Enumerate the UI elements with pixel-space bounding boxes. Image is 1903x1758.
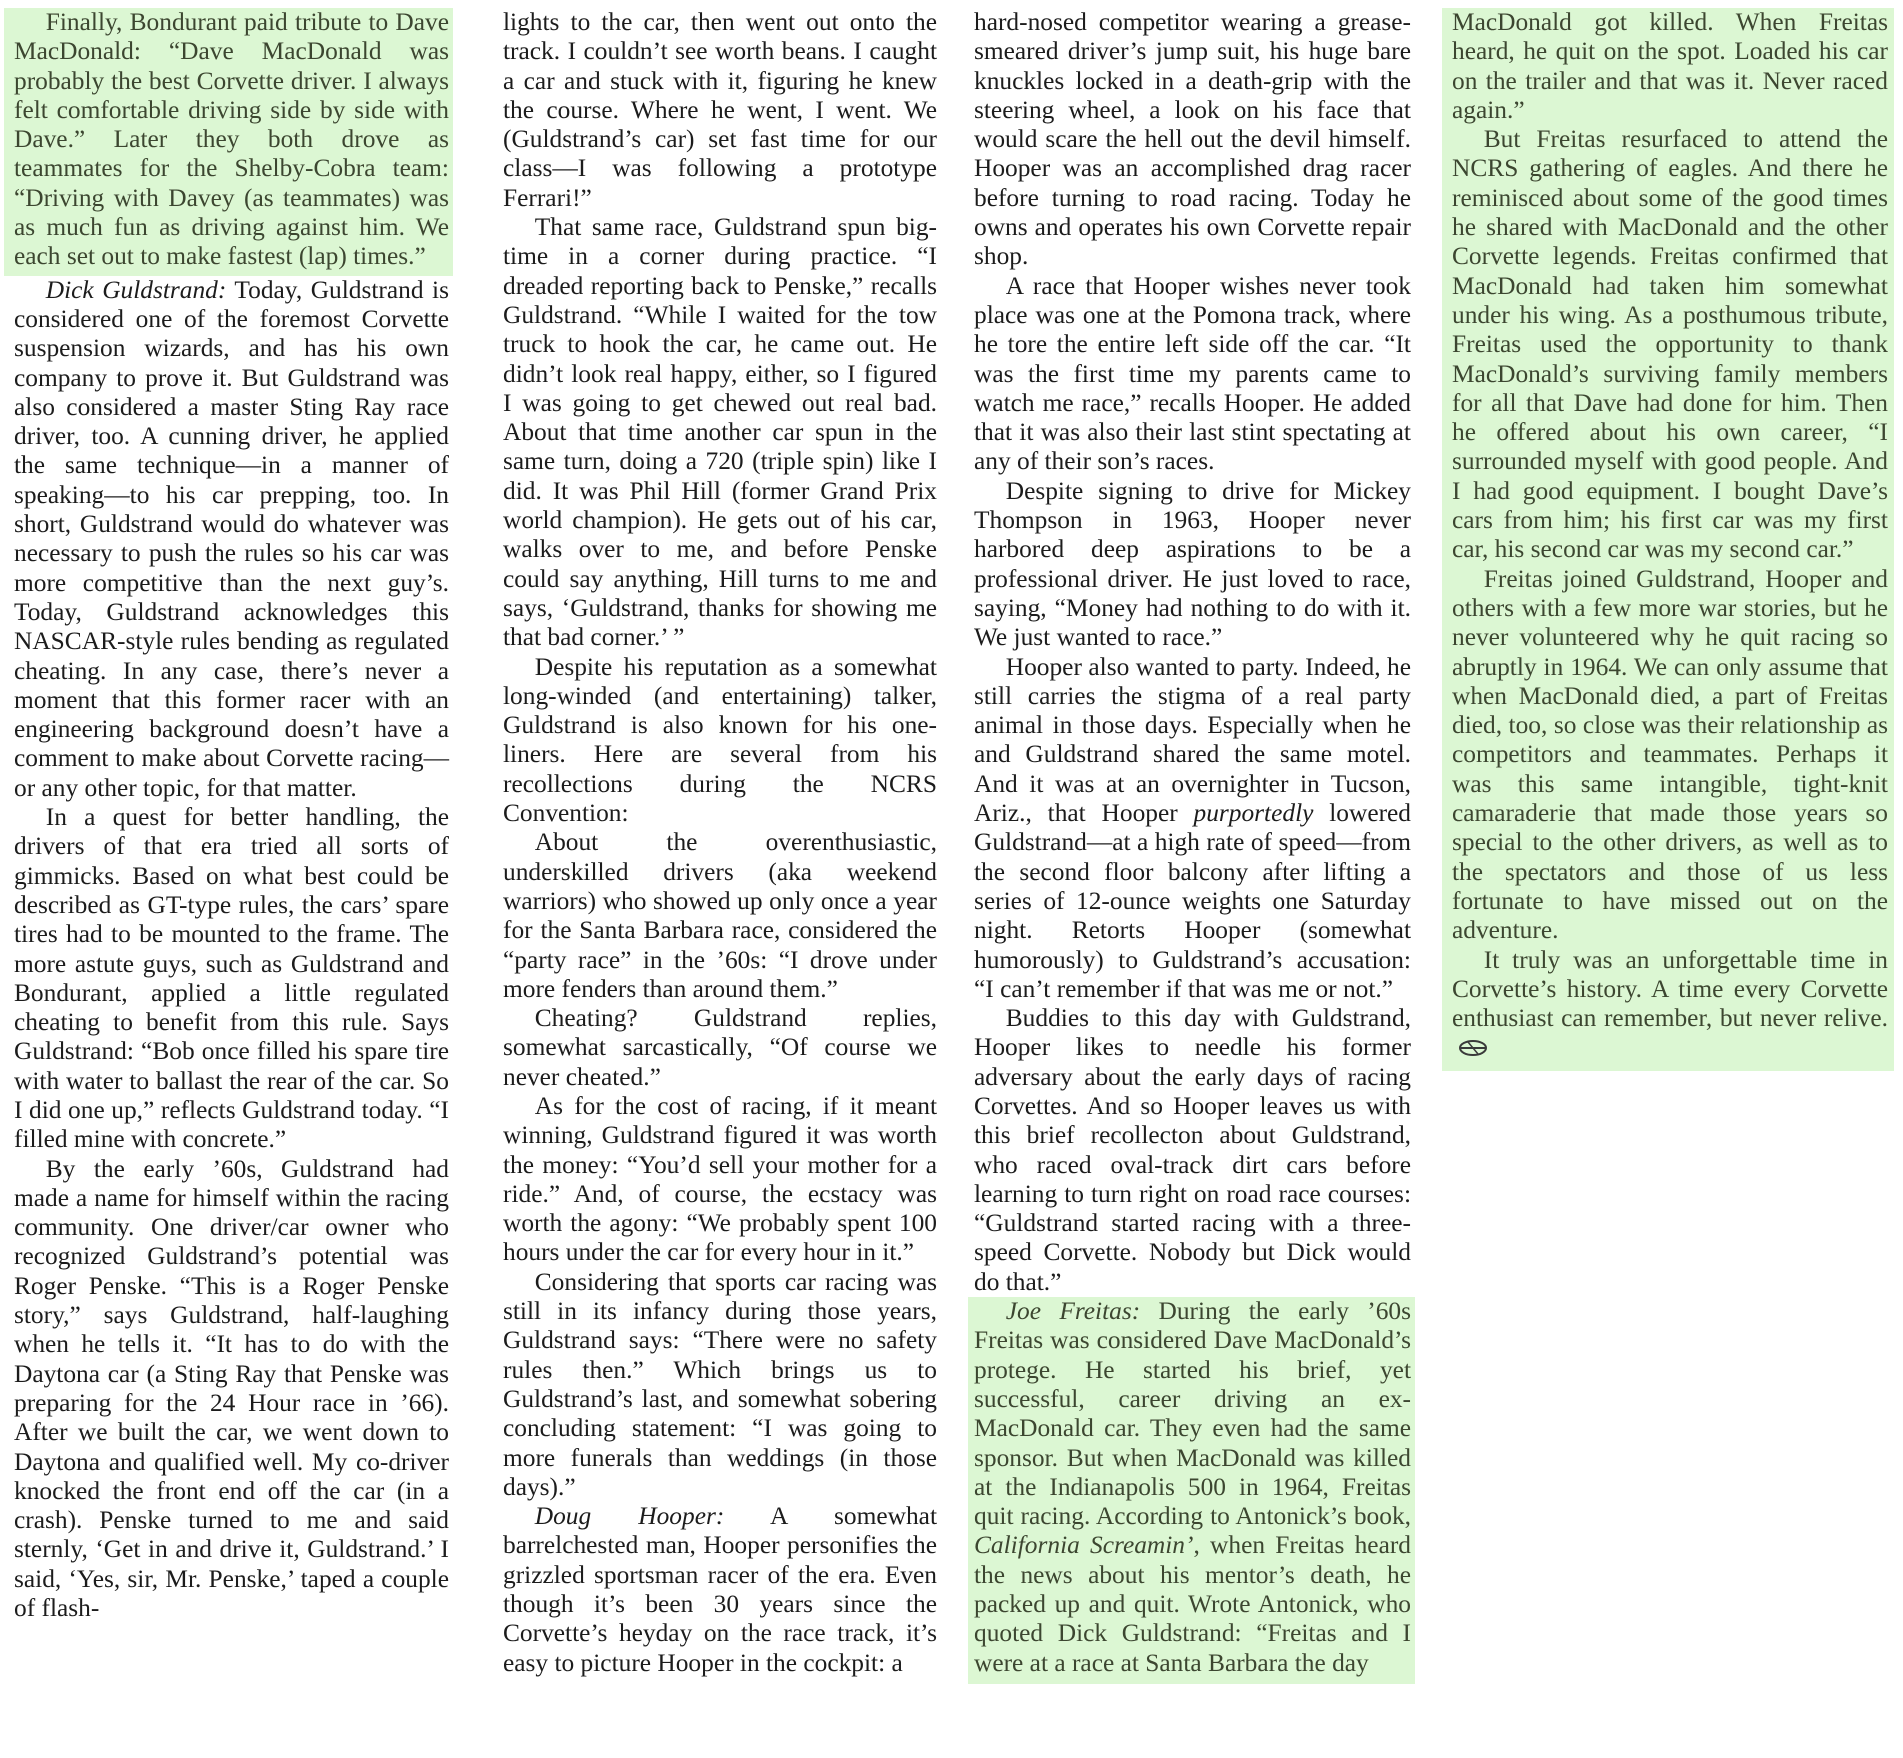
paragraph-text: Cheating? Guldstrand replies, somewhat sarcastically, “Of course we never cheated.”: [503, 1004, 937, 1091]
article-paragraph: [1452, 125, 1888, 564]
paragraph-text: By the early ’60s, Guldstrand had made a name for himself within the racing community. One driver/car owner who recognized Guldstrand’s potential was Roger Penske. “This is a Roger Penske story,” says Guldstrand, half-laughing when he tells it. “It has to do with the Daytona car (a Sting Ray that Penske was preparing for the 24 Hour race in ’66). After we built the car, we went down to Daytona and qualified well. My co-driver knocked the front end off the car (in a crash). Penske turned to me and said sternly, ‘Get in and drive it, Guldstrand.’ I said, ‘Yes, sir, Mr. Penske,’ taped a couple of flash-: [14, 1154, 449, 1623]
paragraph-text: About the overenthusiastic, underskilled drivers (aka weekend warriors) who showed up only once a year for the Santa Barbara race, considered the “party race” in the ’60s: “I drove under more fenders than around them.”: [503, 828, 937, 1003]
article-paragraph: [503, 8, 937, 213]
article-paragraph: [1452, 565, 1888, 946]
article-paragraph: [974, 653, 1411, 1005]
article-paragraph: [503, 1268, 937, 1502]
article-paragraph: [1452, 8, 1888, 125]
article-column-1: [14, 8, 449, 1623]
article-paragraph: [503, 828, 937, 1004]
article-paragraph: [503, 653, 937, 829]
article-paragraph: [974, 1297, 1411, 1678]
paragraph-text: Despite his reputation as a somewhat long-winded (and entertaining) talker, Guldstrand is also known for his one-liners. Here are several from his recollections during the NCRS Convention:: [503, 652, 937, 828]
highlighted-passage: [1442, 8, 1894, 1071]
paragraph-text: Considering that sports car racing was still in its infancy during those years, Guldstrand says: “There were no safety rules then.” Which brings us to Guldstrand’s last, and somewhat sobering concluding statement: “I was going to more funerals than weddings (in those days).”: [503, 1267, 937, 1501]
paragraph-text: A somewhat barrelchested man, Hooper personifies the grizzled sportsman racer of the era. Even though it’s been 30 years since the Corvette’s heyday on the race track, it’s easy to picture Hooper in the cockpit: a: [503, 1502, 937, 1677]
article-paragraph: [503, 1502, 937, 1678]
article-column-3: [974, 8, 1411, 1684]
highlighted-passage: [968, 1297, 1415, 1684]
article-paragraph: [14, 8, 449, 272]
corvette-end-mark-icon: [1458, 1039, 1488, 1057]
paragraph-text: It truly was an unforgettable time in Corvette’s history. A time every Corvette enthusiast can remember, but never relive.: [1452, 945, 1888, 1033]
article-paragraph: [503, 1092, 937, 1268]
article-paragraph: [974, 8, 1411, 272]
paragraph-text: Hooper also wanted to party. Indeed, he still carries the stigma of a real party animal in those days. Especially when he and Guldstrand shared the same motel. And it was at an overnighter in Tucson, Ariz., that Hooper: [974, 652, 1411, 828]
article-paragraph: [503, 213, 937, 652]
paragraph-text: hard-nosed competitor wearing a grease-smeared driver’s jump suit, his huge bare knuckles locked in a death-grip with the steering wheel, a look on his face that would scare the hell out the devil himself. Hooper was an accomplished drag racer before turning to road racing. Today he owns and operates his own Corvette repair shop.: [974, 8, 1411, 271]
paragraph-text-tail: lowered Guldstrand—at a high rate of speed—from the second floor balcony after lifting a series of 12-ounce weights one Saturday night. Retorts Hooper (somewhat humorously) to Guldstrand’s accusation: “I can’t remember if that was me or not.”: [974, 799, 1412, 1003]
paragraph-text: Buddies to this day with Guldstrand, Hooper likes to needle his former adversary about the early days of racing Corvettes. And so Hooper leaves us with this brief recollecton about Guldstrand, who raced oval-track dirt cars before learning to turn right on road race courses: “Guldstrand started racing with a three-speed Corvette. Nobody but Dick would do that.”: [974, 1004, 1411, 1296]
paragraph-text: A race that Hooper wishes never took place was one at the Pomona track, where he tore the entire left side off the car. “It was the first time my parents came to watch me race,” recalls Hooper. He added that it was also their last stint spectating at any of their son’s races.: [974, 271, 1411, 476]
paragraph-text: lights to the car, then went out onto the track. I couldn’t see worth beans. I caught a car and stuck with it, figuring he knew the course. Where he went, I went. We (Guldstrand’s car) set fast time for our class—I was following a prototype Ferrari!”: [503, 8, 937, 212]
article-paragraph: [974, 1004, 1411, 1297]
article-paragraph: [974, 272, 1411, 477]
paragraph-text: As for the cost of racing, if it meant winning, Guldstrand figured it was worth the money: “You’d sell your mother for a ride.” And, of course, the ecstacy was worth the agony: “We probably spent 100 hours under the car for every hour in it.”: [503, 1091, 937, 1267]
paragraph-text: In a quest for better handling, the drivers of that era tried all sorts of gimmicks. Based on what best could be described as GT-type rules, the cars’ spare tires had to be mounted to the frame. The more astute guys, such as Guldstrand and Bondurant, applied a little regulated cheating to benefit from this rule. Says Guldstrand: “Bob once filled his spare tire with water to ballast the rear of the car. So I did one up,” reflects Guldstrand today. “I filled mine with concrete.”: [14, 803, 449, 1154]
paragraph-lead: Doug Hooper:: [534, 1502, 725, 1531]
emphasis-text: purportedly: [1193, 799, 1314, 828]
paragraph-lead: Joe Freitas:: [1005, 1297, 1141, 1326]
paragraph-text: But Freitas resurfaced to attend the NCRS gathering of eagles. And there he reminisced about some of the good times he shared with MacDonald and the other Corvette legends. Freitas confirmed that MacDonald had taken him somewhat under his wing. As a posthumous tribute, Freitas used the opportunity to thank MacDonald’s surviving family members for all that Dave had done for him. Then he offered about his own career, “I surrounded myself with good people. And I had good equipment. I bought Dave’s cars from him; his first car was my first car, his second car was my second car.”: [1452, 125, 1888, 564]
highlighted-passage: [4, 8, 453, 276]
paragraph-lead: Dick Guldstrand:: [45, 275, 227, 304]
paragraph-text: That same race, Guldstrand spun big-time in a corner during practice. “I dreaded reporting back to Penske,” recalls Guldstrand. “While I waited for the tow truck to hook the car, he came out. He didn’t look real happy, either, so I figured I was going to get chewed out real bad. About that time another car spun in the same turn, doing a 720 (triple spin) like I did. It was Phil Hill (former Grand Prix world champion). He gets out of his car, walks over to me, and before Penske could say anything, Hill turns to me and says, ‘Guldstrand, thanks for showing me that bad corner.’ ”: [503, 213, 937, 652]
article-paragraph: [14, 1155, 449, 1624]
paragraph-text: Today, Guldstrand is considered one of the foremost Corvette suspension wizards, and has his own company to prove it. But Guldstrand was also considered a master Sting Ray race driver, too. A cunning driver, he applied the same technique—in a manner of speaking—to his car prepping, too. In short, Guldstrand would do whatever was necessary to push the rules so his car was more competitive than the next guy’s. Today, Guldstrand acknowledges this NASCAR-style rules bending as regulated cheating. In any case, there’s never a moment that this former racer with an engineering background doesn’t have a comment to make about Corvette racing—or any other topic, for that matter.: [14, 275, 449, 802]
article-column-4: [1452, 8, 1888, 1071]
emphasis-text: California Screamin’: [974, 1531, 1194, 1560]
article-paragraph: [14, 803, 449, 1155]
article-paragraph: [503, 1004, 937, 1092]
paragraph-text: Freitas joined Guldstrand, Hooper and others with a few more war stories, but he never volunteered why he quit racing so abruptly in 1964. We can only assume that when MacDonald died, a part of Freitas died, too, so close was their relationship as competitors and teammates. Perhaps it was this same intangible, tight-knit camaraderie that made those years so special to the other drivers, as well as to the spectators and those of us less fortunate to have missed out on the adventure.: [1452, 564, 1888, 945]
paragraph-text: During the early ’60s Freitas was considered Dave MacDonald’s protege. He started his brief, yet successful, career driving an ex-MacDonald car. They even had the same sponsor. But when MacDonald was killed at the Indianapolis 500 in 1964, Freitas quit racing. According to Antonick’s book,: [974, 1297, 1411, 1531]
article-paragraph: [14, 276, 449, 803]
paragraph-text: Finally, Bondurant paid tribute to Dave MacDonald: “Dave MacDonald was probably the best Corvette driver. I always felt comfortable driving side by side with Dave.” Later they both drove as teammates for the Shelby-Cobra team: “Driving with Davey (as teammates) was as much fun as driving against him. We each set out to make fastest (lap) times.”: [14, 8, 449, 271]
article-paragraph: [1452, 946, 1888, 1063]
paragraph-text: Despite signing to drive for Mickey Thompson in 1963, Hooper never harbored deep aspirations to be a professional driver. He just loved to race, saying, “Money had nothing to do with it. We just wanted to race.”: [974, 476, 1411, 652]
paragraph-text-tail: , when Freitas heard the news about his mentor’s death, he packed up and quit. Wrote Antonick, who quoted Dick Guldstrand: “Freitas and I were at a race at Santa Barbara the day: [974, 1531, 1411, 1677]
article-paragraph: [974, 477, 1411, 653]
paragraph-text: MacDonald got killed. When Freitas heard, he quit on the spot. Loaded his car on the trailer and that was it. Never raced again.”: [1452, 8, 1888, 124]
article-column-2: [503, 8, 937, 1678]
